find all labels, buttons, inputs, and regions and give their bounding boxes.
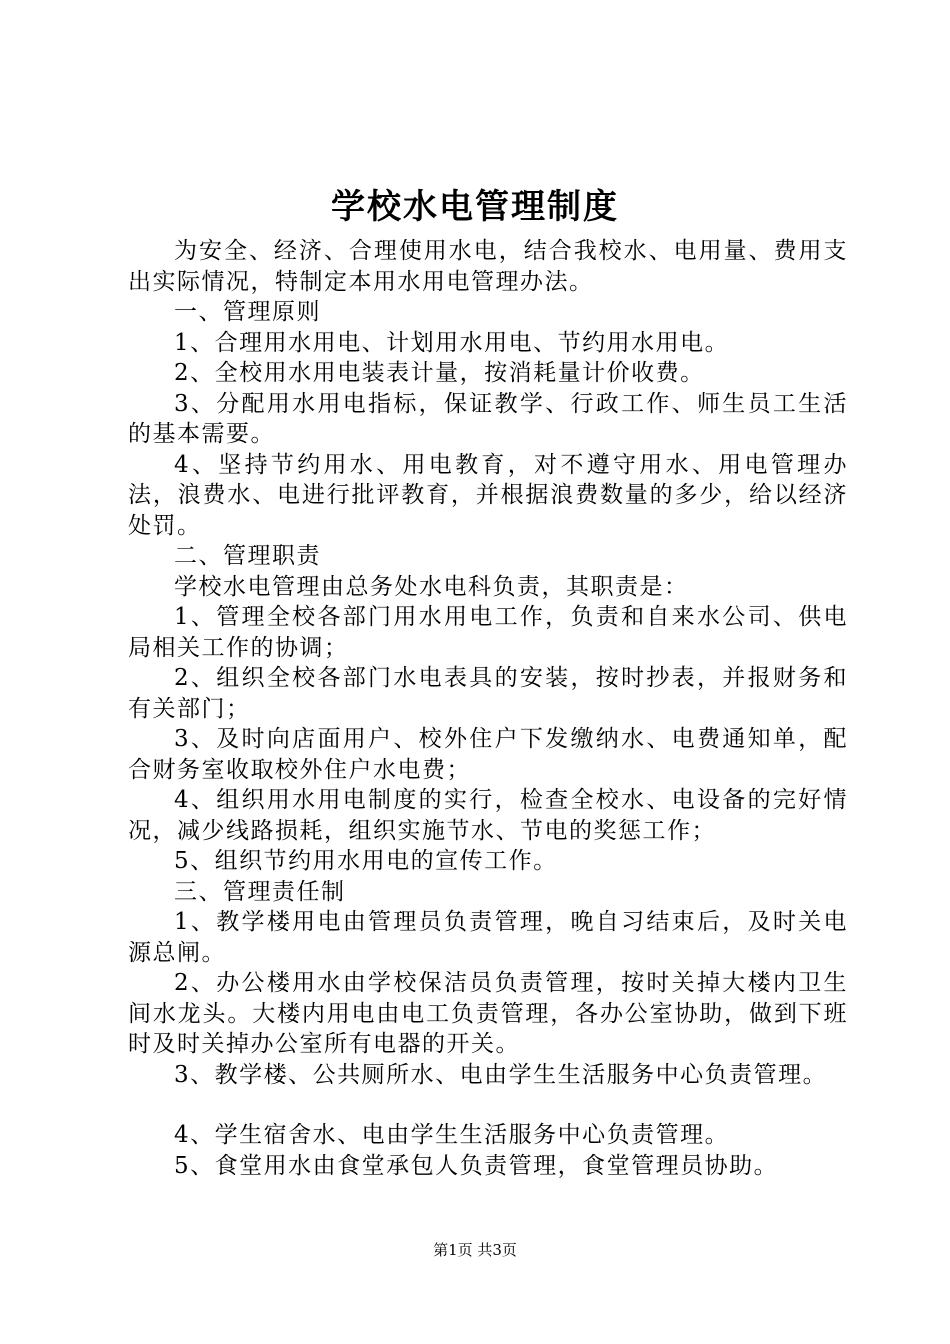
paragraph: 4、坚持节约用水、用电教育，对不遵守用水、用电管理办法，浪费水、电进行批评教育，并根据浪费数量的多少，给以经济处罚。 [128, 451, 848, 539]
section-heading-duties: 二、管理职责 [174, 543, 321, 569]
paragraph: 1、管理全校各部门用水用电工作，负责和自来水公司、供电局相关工作的协调； [128, 604, 848, 661]
paragraph: 3、教学楼、公共厕所水、电由学生生活服务中心负责管理。 [174, 1061, 828, 1088]
paragraph: 4、学生宿舍水、电由学生生活服务中心负责管理。 [174, 1122, 730, 1148]
paragraph: 3、及时向店面用户、校外住户下发缴纳水、电费通知单，配合财务室收取校外住户水电费； [128, 726, 848, 783]
paragraph: 学校水电管理由总务处水电科负责，其职责是： [174, 573, 689, 600]
section-heading-responsibility: 三、管理责任制 [174, 878, 346, 905]
page-footer: 第1页 共3页 [433, 1241, 517, 1259]
paragraph: 2、全校用水用电装表计量，按消耗量计价收费。 [174, 360, 705, 386]
section-heading-principles: 一、管理原则 [174, 299, 321, 325]
document-body [128, 236, 848, 1181]
paragraph-intro: 为安全、经济、合理使用水电，结合我校水、电用量、费用支出实际情况，特制定本用水用电管理办法。 [128, 238, 848, 295]
document-title: 学校水电管理制度 [331, 187, 619, 227]
paragraph: 2、组织全校各部门水电表具的安装，按时抄表，并报财务和有关部门； [128, 665, 848, 722]
paragraph: 3、分配用水用电指标，保证教学、行政工作、师生员工生活的基本需要。 [128, 390, 848, 447]
paragraph: 2、办公楼用水由学校保洁员负责管理，按时关掉大楼内卫生间水龙头。大楼内用电由电工负责管理，各办公室协助，做到下班时及时关掉办公室所有电器的开关。 [128, 970, 848, 1057]
paragraph: 1、教学楼用电由管理员负责管理，晚自习结束后，及时关电源总闸。 [128, 909, 848, 966]
paragraph: 5、食堂用水由食堂承包人负责管理，食堂管理员协助。 [174, 1152, 779, 1179]
paragraph: 1、合理用水用电、计划用水用电、节约用水用电。 [174, 329, 730, 356]
paragraph: 4、组织用水用电制度的实行，检查全校水、电设备的完好情况，减少线路损耗，组织实施节水、节电的奖惩工作； [128, 787, 848, 844]
paragraph: 5、组织节约用水用电的宣传工作。 [174, 848, 558, 874]
